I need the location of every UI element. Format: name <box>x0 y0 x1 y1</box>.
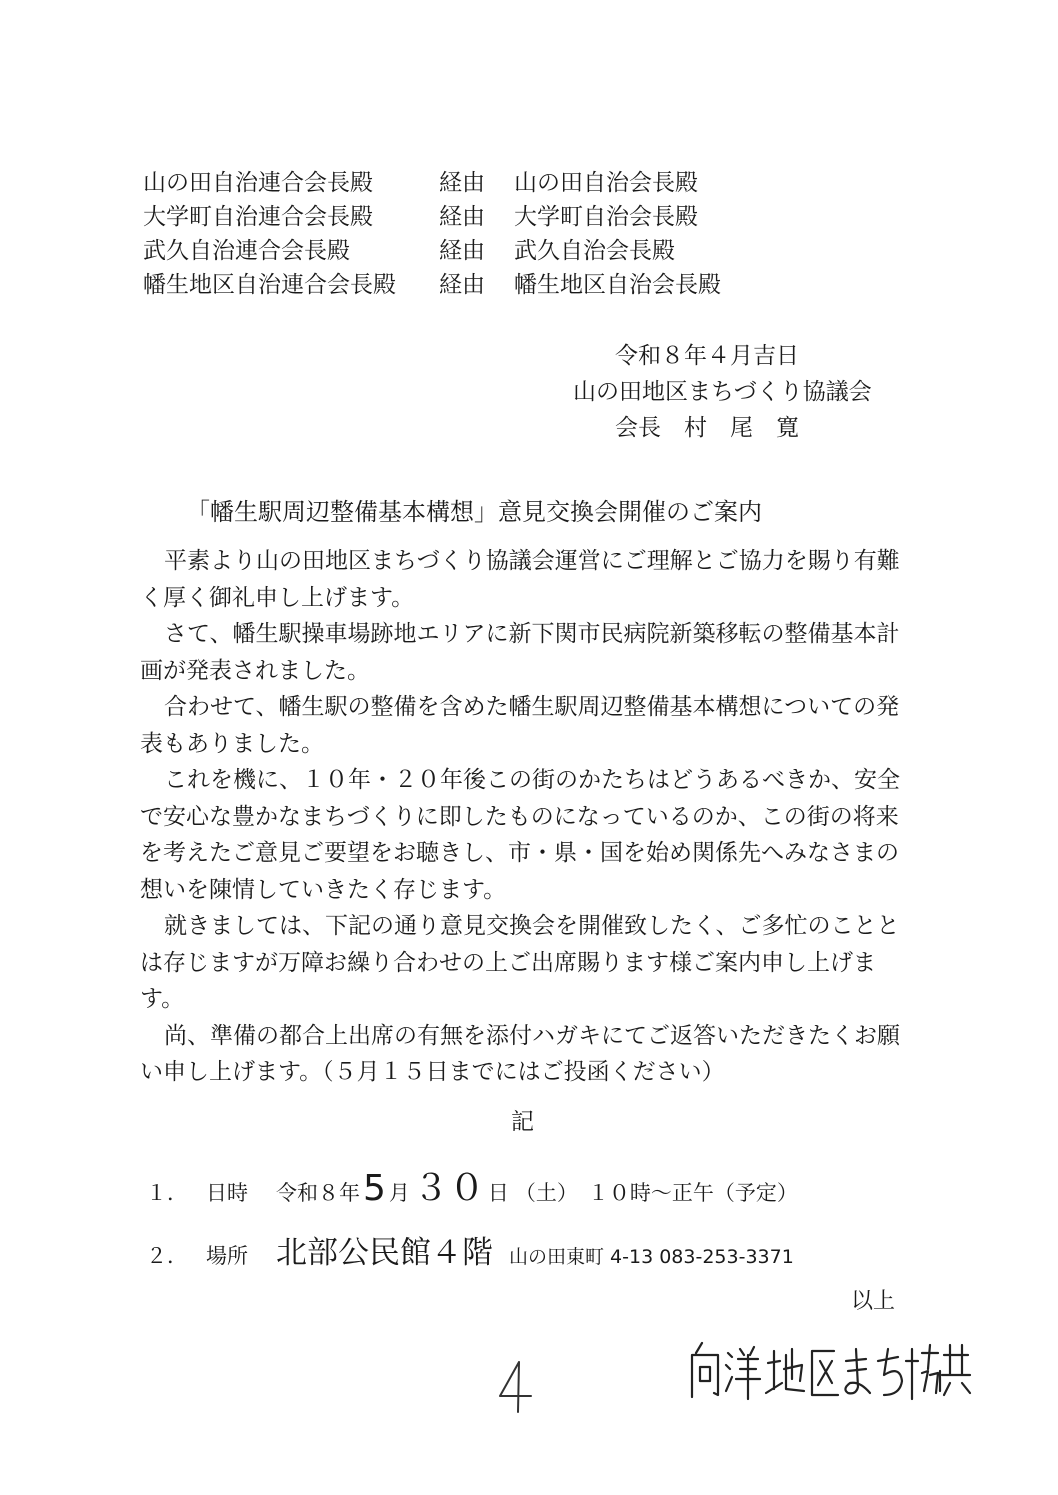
via-label: 経由 <box>439 204 485 230</box>
recipient-name: 山の田自治連合会長殿 <box>143 170 373 196</box>
item-number: ２． <box>146 1244 188 1268</box>
issue-date: 令和８年４月吉日 <box>615 343 799 369</box>
month-unit: 月 <box>388 1181 410 1205</box>
letter-body <box>140 543 900 1091</box>
via-label: 経由 <box>439 238 485 264</box>
body-paragraph: 尚、準備の都合上出席の有無を添付ハガキにてご返答いただきたくお願い申し上げます。（５月１５日までにはご投函ください） <box>140 1022 900 1085</box>
day-unit: 日 <box>487 1181 509 1205</box>
recipient-name: 武久自治連合会長殿 <box>143 238 350 264</box>
recipient-row <box>143 268 721 302</box>
place-item <box>146 1227 794 1272</box>
ki-heading: 記 <box>511 1109 534 1135</box>
venue-address: 山の田東町 4-13 083-253-3371 <box>509 1246 794 1268</box>
item-label: 日時 <box>206 1181 248 1205</box>
body-paragraph: 平素より山の田地区まちづくり協議会運営にご理解とご協力を賜り有難く厚く御礼申し上げます。 <box>140 548 900 611</box>
via-recipient: 幡生地区自治会長殿 <box>514 272 721 298</box>
recipient-row <box>143 166 721 200</box>
recipient-name: 大学町自治連合会長殿 <box>143 204 373 230</box>
sender-block <box>573 338 872 446</box>
document-title: 「幡生駅周辺整備基本構想」意見交換会開催のご案内 <box>186 498 762 526</box>
via-label: 経由 <box>439 272 485 298</box>
recipient-row <box>143 200 721 234</box>
body-paragraph: これを機に、１０年・２０年後この街のかたちはどうあるべきか、安全で安心な豊かなまちづくりに即したものになっているのか、この街の将来を考えたご意見ご要望をお聴きし、市・県・国を始め関係先へみなさまの想いを陳情していきたく存じます。 <box>140 767 900 903</box>
sender-organization: 山の田地区まちづくり協議会 <box>573 379 872 405</box>
datetime-item <box>146 1160 798 1211</box>
via-recipient: 山の田自治会長殿 <box>514 170 698 196</box>
event-month: 5 <box>363 1168 386 1209</box>
recipient-name: 幡生地区自治連合会長殿 <box>143 272 396 298</box>
via-recipient: 武久自治会長殿 <box>514 238 675 264</box>
body-paragraph: さて、幡生駅操車場跡地エリアに新下関市民病院新築移転の整備基本計画が発表されました。 <box>140 621 900 684</box>
via-label: 経由 <box>439 170 485 196</box>
event-time: １０時～正午（予定） <box>587 1181 798 1205</box>
closing-word: 以上 <box>851 1289 896 1314</box>
item-number: １． <box>146 1181 188 1205</box>
recipient-list <box>143 166 721 302</box>
sender-chair: 会長 村 尾 寛 <box>615 415 799 441</box>
recipient-row <box>143 234 721 268</box>
handwritten-cohost-note <box>688 1335 973 1405</box>
via-recipient: 大学町自治会長殿 <box>514 204 698 230</box>
event-weekday: （土） <box>514 1181 578 1205</box>
item-label: 場所 <box>206 1244 248 1268</box>
handwritten-page-number <box>495 1356 535 1416</box>
body-paragraph: 就きましては、下記の通り意見交換会を開催致したく、ご多忙のこととは存じますが万障お繰り合わせの上ご出席賜ります様ご案内申し上げます。 <box>140 913 900 1012</box>
body-paragraph: 合わせて、幡生駅の整備を含めた幡生駅周辺整備基本構想についての発表もありました。 <box>140 694 900 757</box>
venue-name: 北部公民館４階 <box>276 1235 493 1271</box>
era-year: 令和８年 <box>276 1181 360 1205</box>
event-day: ３０ <box>412 1168 485 1209</box>
